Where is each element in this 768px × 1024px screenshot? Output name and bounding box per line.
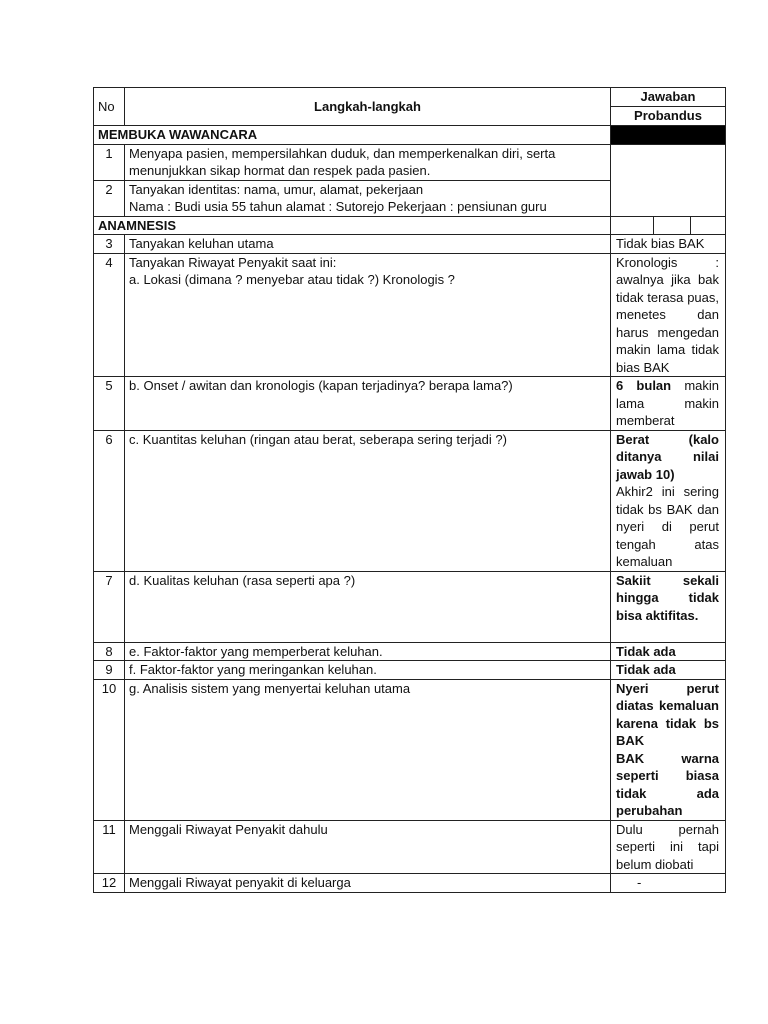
row-step: f. Faktor-faktor yang meringankan keluhan. [125, 661, 611, 680]
row-number: 4 [94, 253, 125, 377]
blacked-answer-cell [611, 126, 726, 145]
section-row-anamnesis [94, 216, 726, 235]
table-row [94, 642, 726, 661]
row-step [125, 180, 611, 216]
row-answer-bold: Nyeri perut diatas kemaluan karena tidak bs BAK [616, 680, 719, 748]
row-step-line: Tanyakan identitas: nama, umur, alamat, pekerjaan [129, 181, 424, 197]
row-answer: Kronologis : awalnya jika bak tidak terasa puas, menetes dan harus mengedan makin lama tidak bias BAK [611, 253, 726, 377]
table-row [94, 144, 726, 180]
row-step: g. Analisis sistem yang menyertai keluhan utama [125, 679, 611, 820]
row-answer [611, 679, 726, 820]
table-row [94, 235, 726, 254]
row-answer [611, 661, 726, 680]
header-answer-line1: Jawaban [611, 88, 725, 107]
row-number: 2 [94, 180, 125, 216]
row-number: 12 [94, 874, 125, 893]
row-answer-empty [611, 144, 726, 216]
row-step: b. Onset / awitan dan kronologis (kapan terjadinya? berapa lama?) [125, 377, 611, 431]
row-step: Menggali Riwayat penyakit di keluarga [125, 874, 611, 893]
row-step-line: menunjukkan sikap hormat dan respek pada pasien. [129, 163, 431, 178]
row-number: 1 [94, 144, 125, 180]
row-step [125, 144, 611, 180]
row-number: 8 [94, 642, 125, 661]
row-step-line: Nama : Budi usia 55 tahun alamat : Sutorejo Pekerjaan : pensiunan guru [129, 199, 547, 214]
row-step: Tanyakan keluhan utama [125, 235, 611, 254]
row-answer-bold: Tidak ada [616, 662, 676, 677]
row-answer [611, 642, 726, 661]
row-number: 6 [94, 430, 125, 571]
row-step-line: Tanyakan Riwayat Penyakit saat ini: [129, 254, 337, 270]
row-answer: Dulu pernah seperti ini tapi belum diobati [611, 820, 726, 874]
section-anamnesis-label: ANAMNESIS [94, 216, 611, 235]
row-answer-bold: Tidak ada [616, 643, 676, 659]
tick-cell [611, 217, 654, 234]
table-header-row [94, 88, 726, 126]
table-row [94, 377, 726, 431]
row-step: e. Faktor-faktor yang memperberat keluhan. [125, 642, 611, 661]
row-number: 5 [94, 377, 125, 431]
table-row [94, 430, 726, 571]
row-step: d. Kualitas keluhan (rasa seperti apa ?) [125, 571, 611, 642]
row-answer-bold: BAK warna seperti biasa tidak ada perubahan [616, 750, 719, 818]
table-row [94, 679, 726, 820]
row-step-line: a. Lokasi (dimana ? menyebar atau tidak ?) Kronologis ? [129, 272, 455, 287]
row-number: 10 [94, 679, 125, 820]
interview-checklist-table [93, 87, 726, 893]
row-answer-bold: Berat (kalo ditanya nilai jawab 10) [616, 431, 719, 482]
table-row [94, 874, 726, 893]
row-step: Menggali Riwayat Penyakit dahulu [125, 820, 611, 874]
section-open-label: MEMBUKA WAWANCARA [94, 126, 611, 145]
tick-cell [654, 217, 691, 234]
table-row [94, 661, 726, 680]
section-row-open [94, 126, 726, 145]
row-answer: Tidak bias BAK [611, 235, 726, 254]
row-answer [611, 377, 726, 431]
row-step [125, 253, 611, 377]
row-number: 7 [94, 571, 125, 642]
answer-tick-cells [611, 216, 726, 235]
row-answer-bold: Sakiit sekali hingga tidak bisa aktifitas. [616, 572, 719, 623]
row-step-line: Menyapa pasien, mempersilahkan duduk, dan memperkenalkan diri, serta [129, 145, 556, 161]
row-number: 11 [94, 820, 125, 874]
header-answer-line2: Probandus [634, 108, 702, 123]
header-answer [611, 88, 726, 126]
row-answer-text: Akhir2 ini sering tidak bs BAK dan nyeri di perut tengah atas kemaluan [616, 484, 719, 569]
row-answer [611, 571, 726, 642]
row-answer-bold: 6 bulan [616, 378, 672, 393]
row-answer-text: makin lama makin memberat [616, 378, 719, 428]
header-steps: Langkah-langkah [125, 88, 611, 126]
table-row [94, 571, 726, 642]
row-answer [611, 430, 726, 571]
header-no: No [94, 88, 125, 126]
row-number: 3 [94, 235, 125, 254]
table-row [94, 820, 726, 874]
table-row [94, 253, 726, 377]
document-page [93, 87, 725, 893]
row-number: 9 [94, 661, 125, 680]
row-step: c. Kuantitas keluhan (ringan atau berat, seberapa sering terjadi ?) [125, 430, 611, 571]
row-answer: - [611, 874, 726, 893]
